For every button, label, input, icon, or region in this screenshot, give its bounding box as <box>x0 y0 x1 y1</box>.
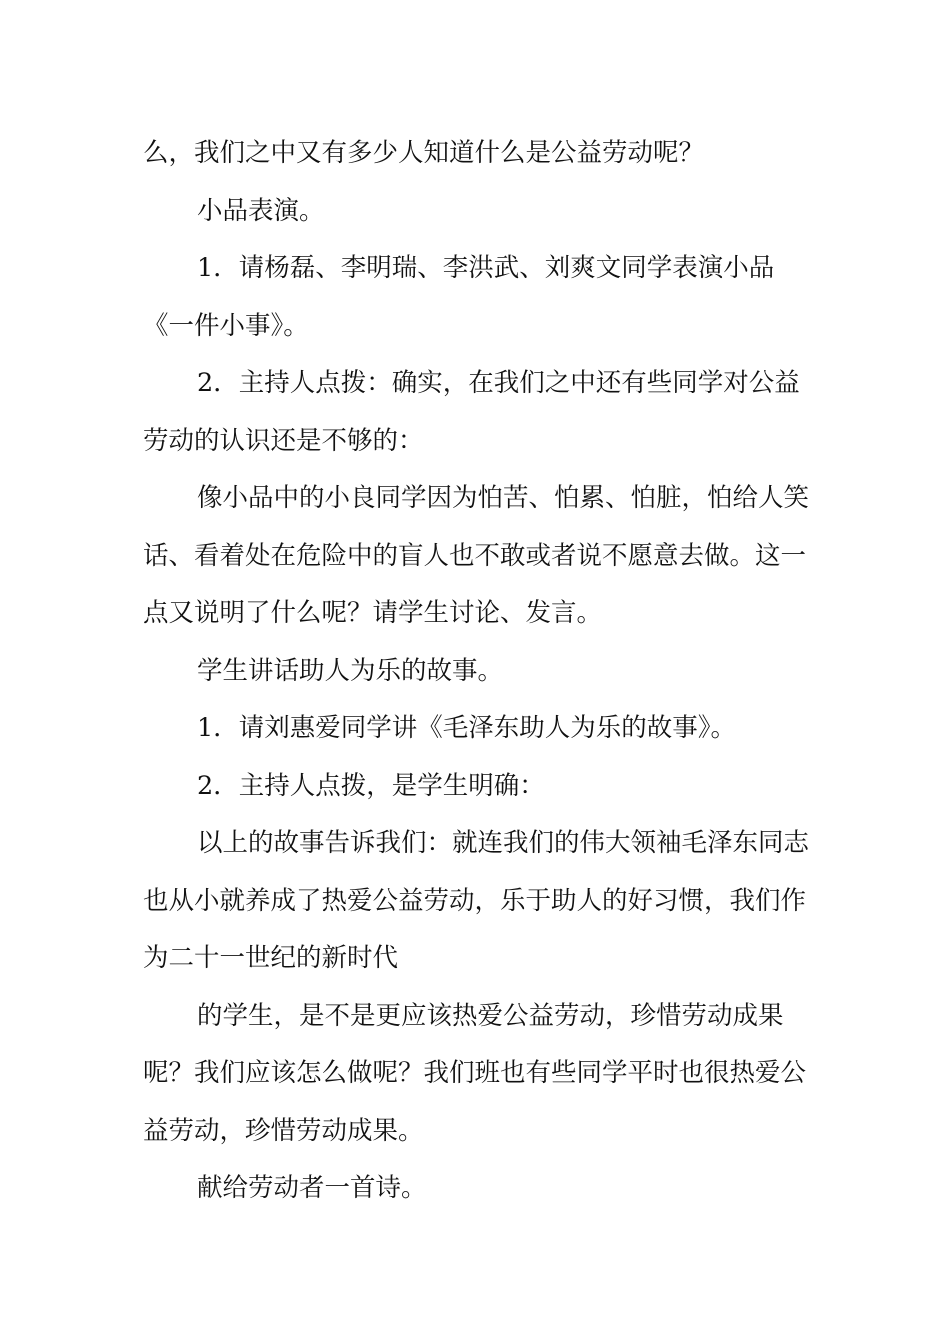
paragraph-story-lesson: 以上的故事告诉我们：就连我们的伟大领袖毛泽东同志也从小就养成了热爱公益劳动，乐于助人的好习惯，我们作为二十一世纪的新时代 <box>143 828 810 973</box>
paragraph-student-question: 的学生，是不是更应该热爱公益劳动，珍惜劳动成果呢？我们应该怎么做呢？我们班也有些同学平时也很热爱公益劳动，珍惜劳动成果。 <box>143 1000 807 1146</box>
paragraph-poem-heading: 献给劳动者一首诗。 <box>197 1173 427 1203</box>
paragraph-skit-discussion: 像小品中的小良同学因为怕苦、怕累、怕脏，怕给人笑话、看着处在危险中的盲人也不敢或者说不愿意去做。这一点又说明了什么呢？请学生讨论、发言。 <box>143 483 810 628</box>
paragraph-continuation: 么，我们之中又有多少人知道什么是公益劳动呢？ <box>143 138 705 168</box>
paragraph-skit-item-2: 2．主持人点拨：确实，在我们之中还有些同学对公益劳动的认识还是不够的： <box>143 368 800 456</box>
document-body <box>143 125 813 1218</box>
paragraph-skit-item-1: 1．请杨磊、李明瑞、李洪武、刘爽文同学表演小品《一件小事》。 <box>143 253 775 341</box>
paragraph-story-heading: 学生讲话助人为乐的故事。 <box>197 655 504 686</box>
paragraph-story-item-2: 2．主持人点拨，是学生明确： <box>197 770 545 801</box>
paragraph-story-item-1: 1．请刘惠爱同学讲《毛泽东助人为乐的故事》。 <box>197 713 736 743</box>
paragraph-skit-heading: 小品表演。 <box>197 195 325 226</box>
